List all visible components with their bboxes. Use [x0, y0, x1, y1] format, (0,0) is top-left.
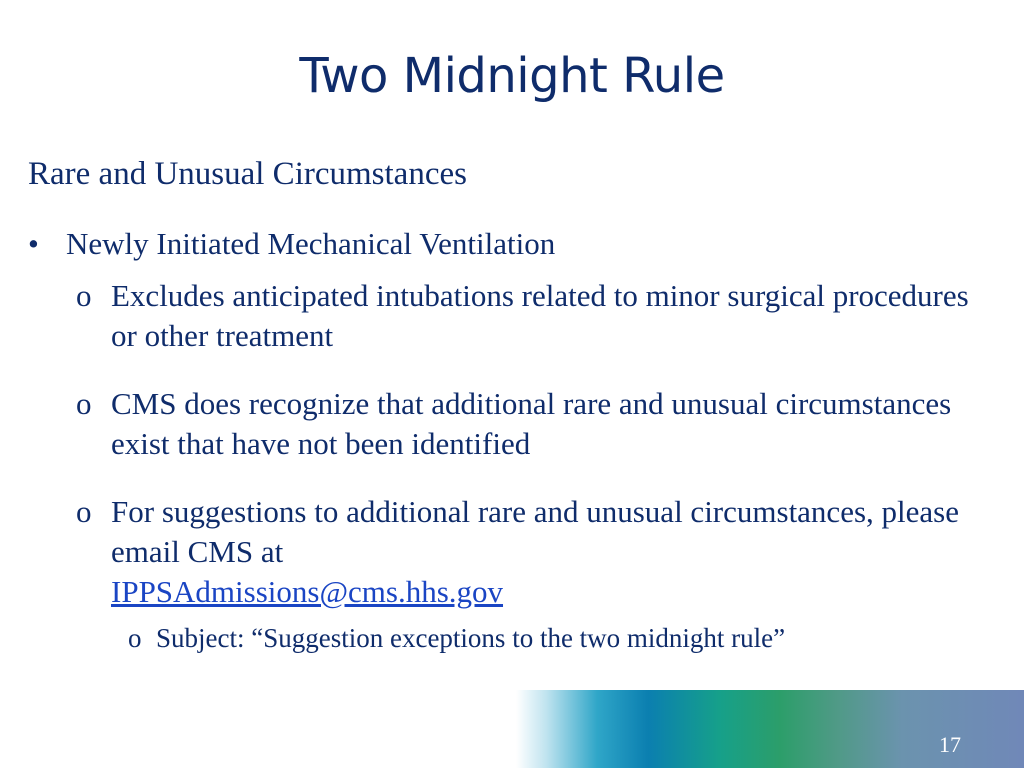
- bullet-text: Newly Initiated Mechanical Ventilation: [66, 226, 556, 261]
- sub-item-text: For suggestions to additional rare and unusual circumstances, please email CMS at: [111, 494, 959, 569]
- subsub-item-marker: o: [128, 623, 142, 653]
- page-number: 17: [939, 732, 961, 757]
- bullet-marker: •: [28, 226, 39, 261]
- sub-item-marker: o: [76, 386, 92, 421]
- sub-item-text-wrapper: [111, 492, 976, 612]
- subsub-item-text: Subject: “Suggestion exceptions to the two midnight rule”: [156, 623, 786, 653]
- sub-item-exclusions: [76, 276, 976, 356]
- sub-item-marker: o: [76, 494, 92, 529]
- slide-title: Two Midnight Rule: [299, 48, 725, 104]
- email-link[interactable]: IPPSAdmissions@cms.hhs.gov: [111, 574, 504, 609]
- slide-subtitle: Rare and Unusual Circumstances: [28, 156, 467, 192]
- subsub-item-subject: [128, 620, 785, 656]
- sub-item-suggestions: [76, 492, 976, 612]
- bullet-item: [28, 222, 555, 266]
- sub-item-text: CMS does recognize that additional rare and unusual circumstances exist that have not been identified: [111, 386, 952, 461]
- sub-item-text: Excludes anticipated intubations related to minor surgical procedures or other treatment: [111, 278, 969, 353]
- sub-item-marker: o: [76, 278, 92, 313]
- sub-item-recognition: [76, 384, 976, 464]
